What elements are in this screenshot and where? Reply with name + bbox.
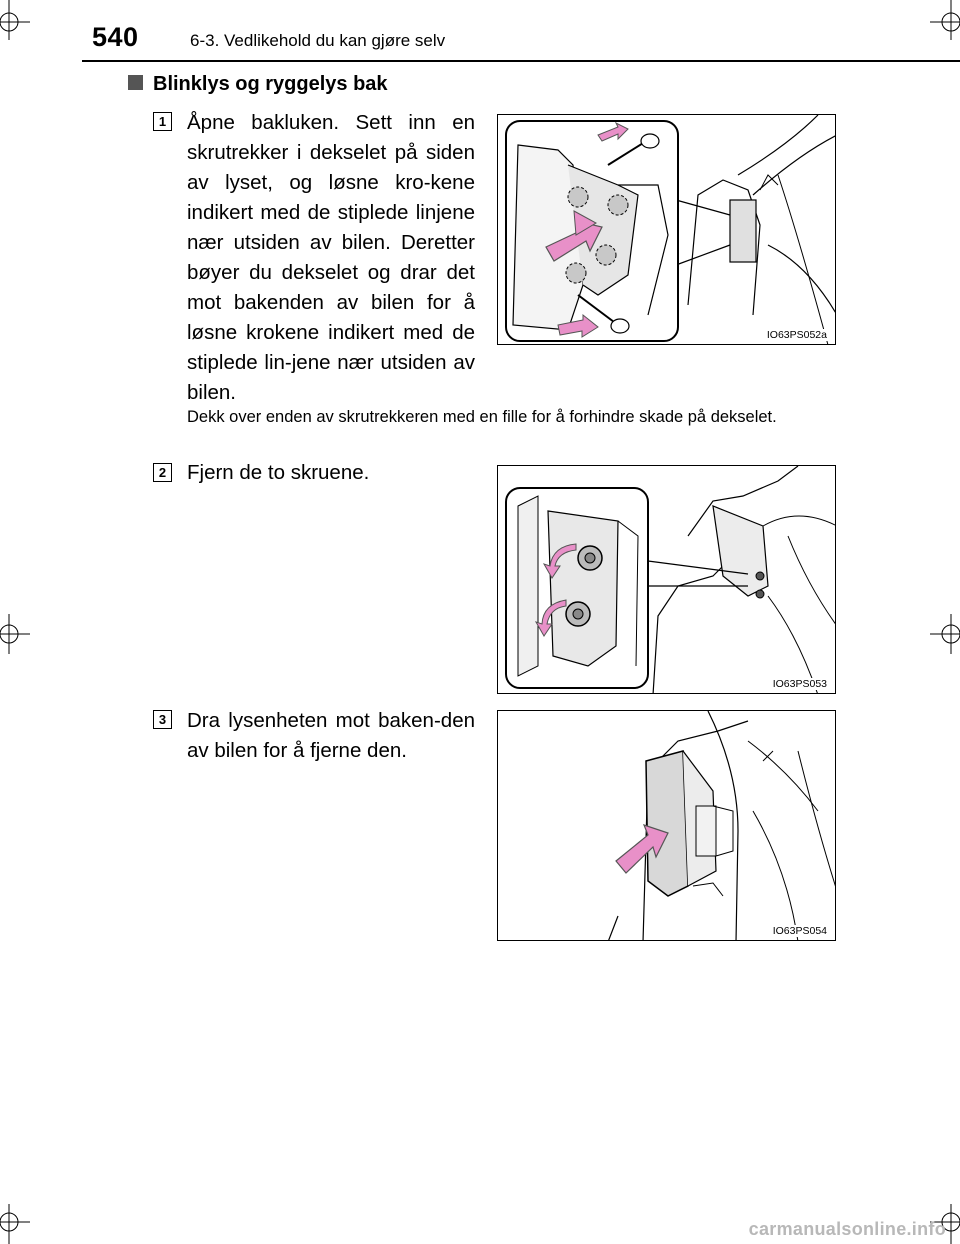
illustration-pull-light-unit — [498, 711, 836, 941]
crop-mark-mid-left — [0, 614, 30, 654]
header-rule — [82, 60, 960, 62]
step-number-badge: 3 — [153, 710, 172, 729]
step-text: Dra lysenheten mot baken-den av bilen for å fjerne den. — [187, 709, 475, 762]
figure-step-3 — [497, 710, 836, 941]
section-title: 6-3. Vedlikehold du kan gjøre selv — [190, 31, 446, 50]
page-number: 540 — [92, 22, 139, 52]
crop-mark-mid-right — [930, 614, 960, 654]
figure-step-1 — [497, 114, 836, 345]
watermark: carmanualsonline.info — [748, 1219, 946, 1239]
step-number-badge: 1 — [153, 112, 172, 131]
step-text: Fjern de to skruene. — [187, 461, 370, 484]
figure-step-2 — [497, 465, 836, 694]
square-bullet-icon — [128, 75, 143, 90]
illustration-remove-screws — [498, 466, 836, 694]
heading-text: Blinklys og ryggelys bak — [153, 73, 388, 95]
figure-code: IO63PS052a — [766, 329, 827, 341]
step-number-badge: 2 — [153, 463, 172, 482]
figure-code: IO63PS053 — [772, 678, 827, 690]
illustration-remove-cover — [498, 115, 836, 345]
figure-code: IO63PS054 — [772, 925, 827, 937]
crop-mark-top-right — [930, 0, 960, 40]
crop-mark-bottom-left — [0, 1204, 30, 1244]
section-heading — [128, 73, 388, 96]
step-note: Dekk over enden av skrutrekkeren med en fille for å forhindre skade på dekselet. — [187, 408, 777, 426]
step-text: Åpne bakluken. Sett inn en skrutrekker i dekselet på siden av lyset, og løsne kro-kene indikert med de stiplede linjene nær utsiden av bilen. Deretter bøyer du dekselet og drar det mot bakenden av bilen for å løsne krokene indikert med de stiplede lin-jene nær utsiden av bilen. — [187, 111, 475, 404]
crop-mark-top-left — [0, 0, 30, 40]
